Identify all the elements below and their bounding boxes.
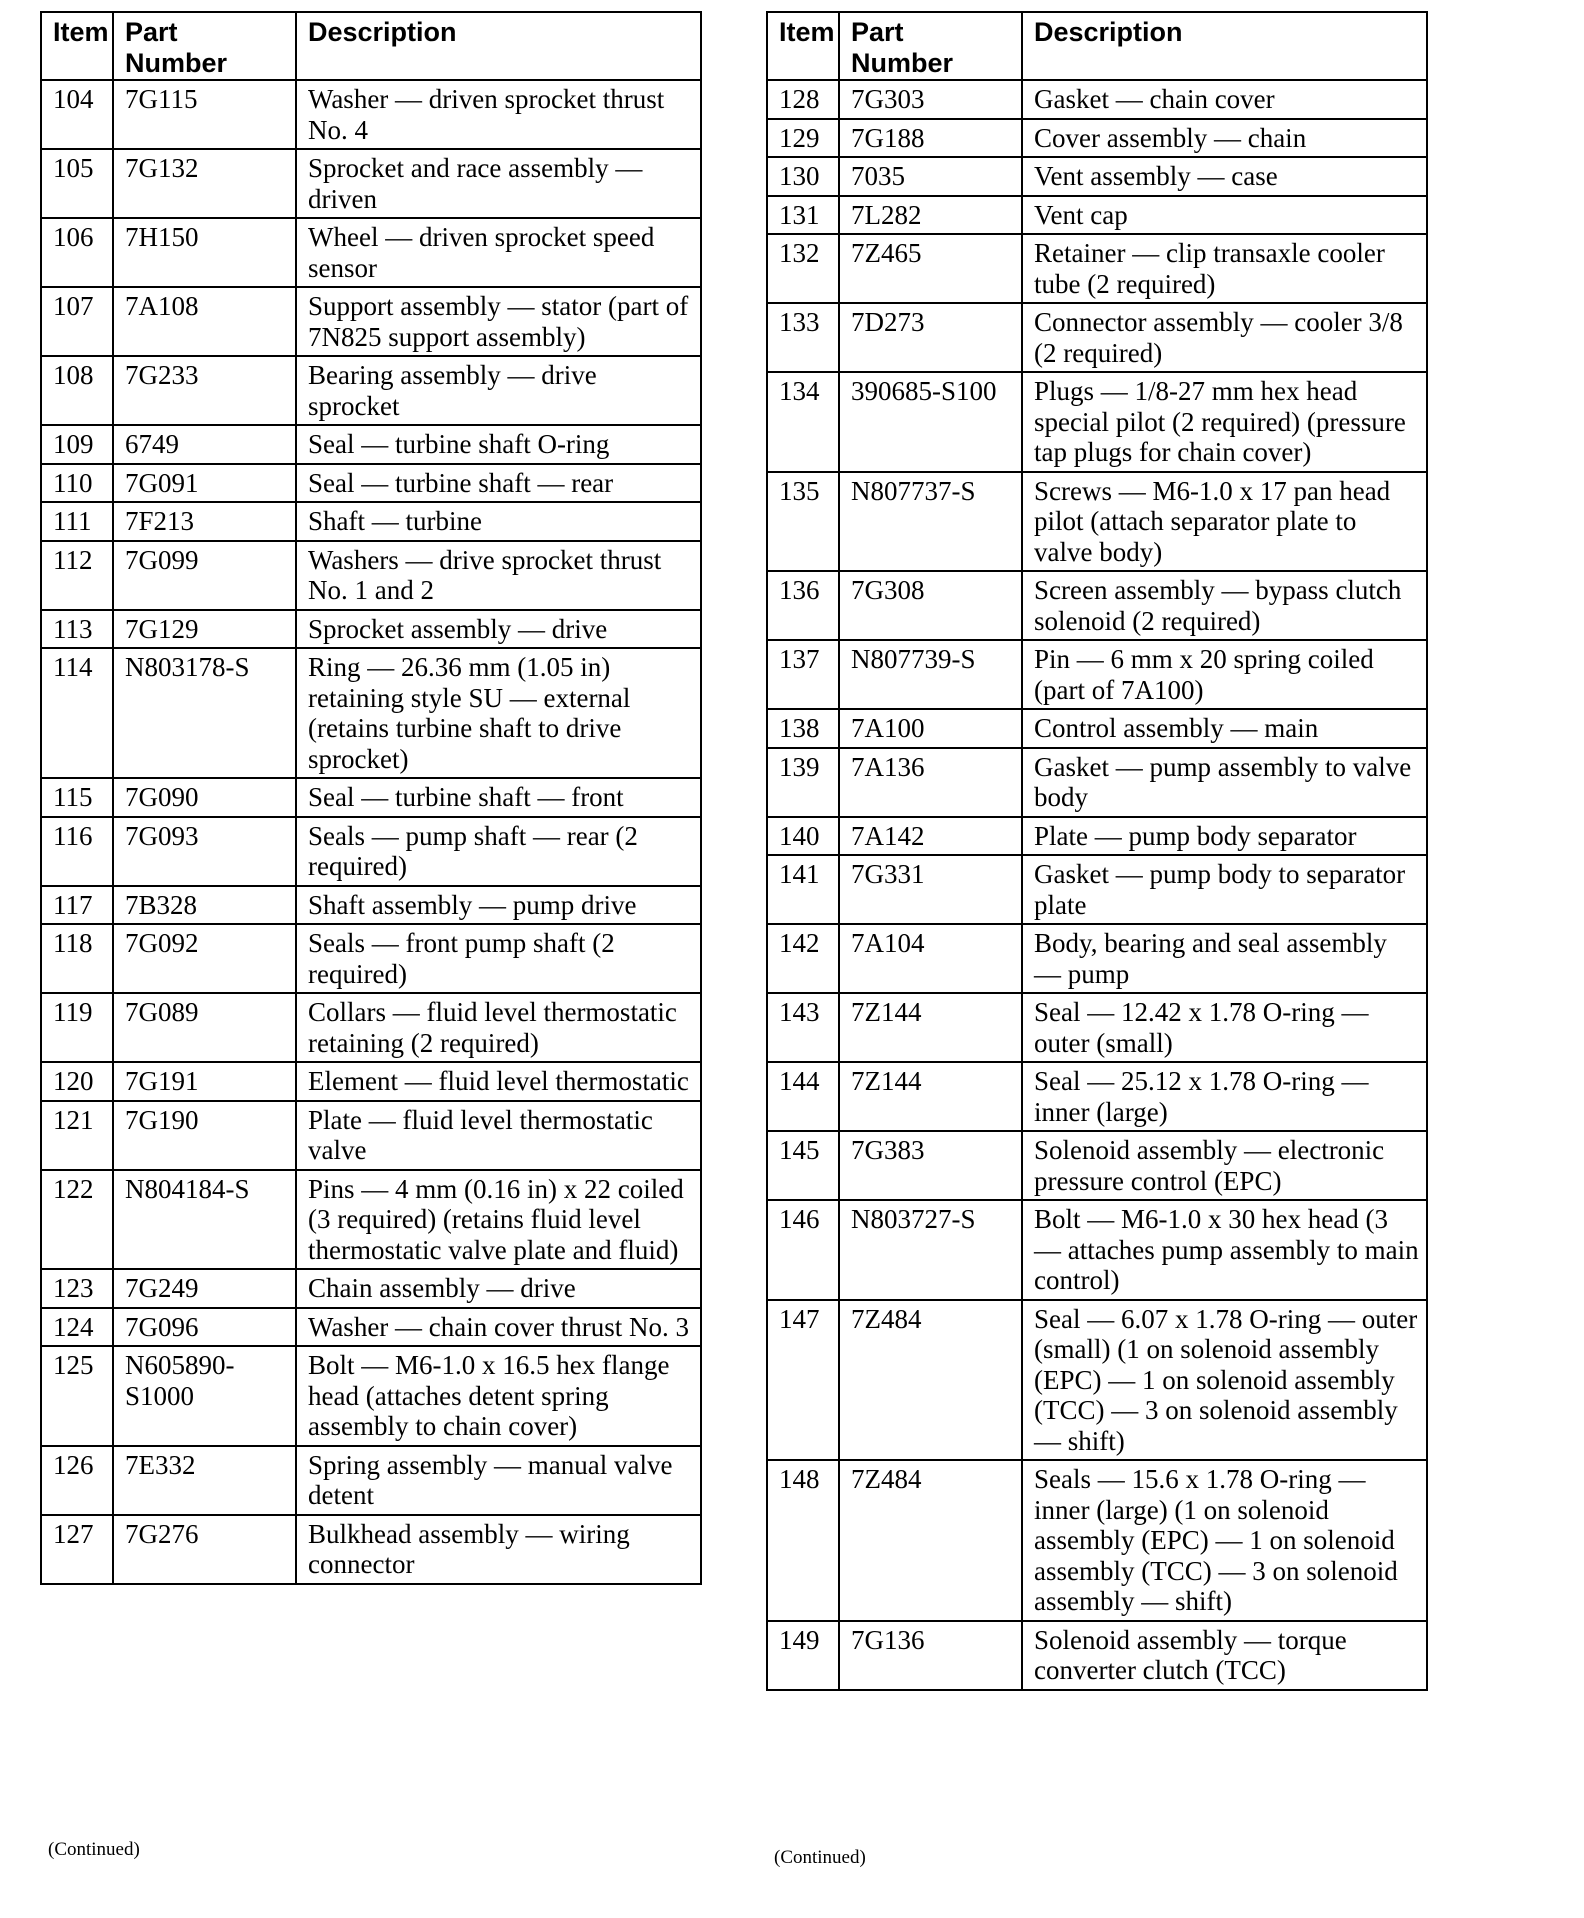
cell-description: Wheel — driven sprocket speed sensor	[296, 218, 701, 287]
cell-item: 109	[41, 425, 113, 464]
table-row	[767, 372, 1427, 472]
table-row	[767, 817, 1427, 856]
cell-description: Shaft assembly — pump drive	[296, 886, 701, 925]
cell-part-number: 7A142	[839, 817, 1022, 856]
cell-part-number: N804184-S	[113, 1170, 296, 1270]
cell-description: Seal — 25.12 x 1.78 O-ring — inner (large)	[1022, 1062, 1427, 1131]
table-row	[767, 472, 1427, 572]
cell-item: 126	[41, 1446, 113, 1515]
cell-description: Gasket — chain cover	[1022, 80, 1427, 119]
table-row	[767, 855, 1427, 924]
cell-item: 124	[41, 1308, 113, 1347]
table-row	[767, 1300, 1427, 1461]
table-row	[41, 1062, 701, 1101]
cell-part-number: 7G093	[113, 817, 296, 886]
column-header-description: Description	[1022, 12, 1427, 80]
table-row	[41, 817, 701, 886]
column-header-part-number: Part Number	[113, 12, 296, 80]
cell-part-number: 7G249	[113, 1269, 296, 1308]
cell-description: Seal — turbine shaft — rear	[296, 464, 701, 503]
cell-part-number: 7G129	[113, 610, 296, 649]
continued-note-left: (Continued)	[48, 1839, 140, 1860]
table-row	[767, 303, 1427, 372]
cell-item: 135	[767, 472, 839, 572]
cell-part-number: N605890-S1000	[113, 1346, 296, 1446]
column-header-description: Description	[296, 12, 701, 80]
cell-item: 108	[41, 356, 113, 425]
cell-description: Body, bearing and seal assembly — pump	[1022, 924, 1427, 993]
cell-description: Seal — 12.42 x 1.78 O-ring — outer (small)	[1022, 993, 1427, 1062]
table-body-right	[767, 80, 1427, 1690]
cell-item: 110	[41, 464, 113, 503]
cell-item: 111	[41, 502, 113, 541]
table-row	[41, 610, 701, 649]
table-row	[41, 1269, 701, 1308]
cell-description: Shaft — turbine	[296, 502, 701, 541]
table-row	[767, 571, 1427, 640]
cell-item: 140	[767, 817, 839, 856]
cell-part-number: 7Z484	[839, 1460, 1022, 1621]
cell-description: Screws — M6-1.0 x 17 pan head pilot (attach separator plate to valve body)	[1022, 472, 1427, 572]
cell-part-number: 7B328	[113, 886, 296, 925]
cell-part-number: 7G099	[113, 541, 296, 610]
cell-item: 136	[767, 571, 839, 640]
cell-item: 128	[767, 80, 839, 119]
cell-part-number: 7G190	[113, 1101, 296, 1170]
cell-item: 119	[41, 993, 113, 1062]
table-row	[41, 1346, 701, 1446]
cell-part-number: 7D273	[839, 303, 1022, 372]
cell-item: 138	[767, 709, 839, 748]
cell-item: 129	[767, 119, 839, 158]
cell-item: 120	[41, 1062, 113, 1101]
cell-part-number: 7G090	[113, 778, 296, 817]
table-row	[767, 119, 1427, 158]
table-row	[41, 1170, 701, 1270]
cell-description: Seals — pump shaft — rear (2 required)	[296, 817, 701, 886]
cell-part-number: 7G188	[839, 119, 1022, 158]
table-row	[767, 748, 1427, 817]
table-row	[767, 1621, 1427, 1690]
cell-item: 133	[767, 303, 839, 372]
table-row	[41, 778, 701, 817]
cell-part-number: 7F213	[113, 502, 296, 541]
cell-item: 125	[41, 1346, 113, 1446]
table-header-row	[767, 12, 1427, 80]
table-row	[41, 425, 701, 464]
cell-description: Bolt — M6-1.0 x 30 hex head (3 — attaches pump assembly to main control)	[1022, 1200, 1427, 1300]
table-row	[41, 80, 701, 149]
cell-part-number: N803178-S	[113, 648, 296, 778]
cell-part-number: N807737-S	[839, 472, 1022, 572]
cell-part-number: 7G233	[113, 356, 296, 425]
table-row	[41, 149, 701, 218]
cell-description: Pins — 4 mm (0.16 in) x 22 coiled (3 required) (retains fluid level thermostatic valve plate and fluid)	[296, 1170, 701, 1270]
table-row	[41, 502, 701, 541]
cell-part-number: 7G115	[113, 80, 296, 149]
cell-item: 105	[41, 149, 113, 218]
table-row	[767, 924, 1427, 993]
cell-item: 115	[41, 778, 113, 817]
cell-part-number: 7G092	[113, 924, 296, 993]
cell-description: Washer — driven sprocket thrust No. 4	[296, 80, 701, 149]
cell-description: Gasket — pump body to separator plate	[1022, 855, 1427, 924]
cell-description: Gasket — pump assembly to valve body	[1022, 748, 1427, 817]
cell-part-number: 7G136	[839, 1621, 1022, 1690]
cell-part-number: 7G096	[113, 1308, 296, 1347]
cell-item: 134	[767, 372, 839, 472]
cell-part-number: 7G303	[839, 80, 1022, 119]
cell-part-number: 7Z484	[839, 1300, 1022, 1461]
cell-part-number: 7G276	[113, 1515, 296, 1584]
cell-item: 142	[767, 924, 839, 993]
cell-description: Seal — 6.07 x 1.78 O-ring — outer (small) (1 on solenoid assembly (EPC) — 1 on solenoid assembly (TCC) — 3 on solenoid assembly — shift)	[1022, 1300, 1427, 1461]
cell-item: 112	[41, 541, 113, 610]
cell-description: Connector assembly — cooler 3/8 (2 required)	[1022, 303, 1427, 372]
table-row	[41, 1308, 701, 1347]
cell-item: 146	[767, 1200, 839, 1300]
cell-item: 130	[767, 157, 839, 196]
cell-part-number: 7E332	[113, 1446, 296, 1515]
cell-description: Seal — turbine shaft — front	[296, 778, 701, 817]
cell-description: Vent cap	[1022, 196, 1427, 235]
cell-part-number: 7G132	[113, 149, 296, 218]
cell-description: Sprocket and race assembly — driven	[296, 149, 701, 218]
cell-item: 139	[767, 748, 839, 817]
cell-description: Bolt — M6-1.0 x 16.5 hex flange head (attaches detent spring assembly to chain cover)	[296, 1346, 701, 1446]
cell-item: 122	[41, 1170, 113, 1270]
cell-description: Support assembly — stator (part of 7N825 support assembly)	[296, 287, 701, 356]
cell-item: 137	[767, 640, 839, 709]
cell-part-number: 7G191	[113, 1062, 296, 1101]
cell-item: 132	[767, 234, 839, 303]
cell-item: 131	[767, 196, 839, 235]
table-row	[41, 1446, 701, 1515]
cell-description: Seals — front pump shaft (2 required)	[296, 924, 701, 993]
cell-description: Bearing assembly — drive sprocket	[296, 356, 701, 425]
cell-description: Retainer — clip transaxle cooler tube (2 required)	[1022, 234, 1427, 303]
cell-item: 121	[41, 1101, 113, 1170]
continued-note-right: (Continued)	[774, 1847, 866, 1868]
cell-item: 143	[767, 993, 839, 1062]
cell-item: 107	[41, 287, 113, 356]
table-row	[767, 1200, 1427, 1300]
table-row	[41, 993, 701, 1062]
cell-item: 114	[41, 648, 113, 778]
table-row	[41, 218, 701, 287]
cell-item: 127	[41, 1515, 113, 1584]
table-row	[41, 924, 701, 993]
table-row	[41, 287, 701, 356]
cell-description: Seals — 15.6 x 1.78 O-ring — inner (large) (1 on solenoid assembly (EPC) — 1 on solenoid assembly (TCC) — 3 on solenoid assembly — shift)	[1022, 1460, 1427, 1621]
table-row	[767, 234, 1427, 303]
cell-part-number: 7G308	[839, 571, 1022, 640]
cell-item: 113	[41, 610, 113, 649]
cell-item: 118	[41, 924, 113, 993]
cell-description: Plate — pump body separator	[1022, 817, 1427, 856]
cell-item: 104	[41, 80, 113, 149]
cell-item: 116	[41, 817, 113, 886]
cell-part-number: 7Z144	[839, 1062, 1022, 1131]
table-row	[41, 1515, 701, 1584]
cell-part-number: 7Z144	[839, 993, 1022, 1062]
table-body-left	[41, 80, 701, 1584]
table-row	[41, 541, 701, 610]
cell-description: Vent assembly — case	[1022, 157, 1427, 196]
cell-part-number: 7Z465	[839, 234, 1022, 303]
column-header-item: Item	[767, 12, 839, 80]
cell-part-number: 7035	[839, 157, 1022, 196]
cell-part-number: N803727-S	[839, 1200, 1022, 1300]
cell-description: Screen assembly — bypass clutch solenoid (2 required)	[1022, 571, 1427, 640]
table-row	[41, 648, 701, 778]
cell-item: 106	[41, 218, 113, 287]
cell-description: Plate — fluid level thermostatic valve	[296, 1101, 701, 1170]
table-row	[767, 709, 1427, 748]
table-row	[767, 1460, 1427, 1621]
table-row	[767, 80, 1427, 119]
table-row	[767, 1062, 1427, 1131]
cell-description: Plugs — 1/8-27 mm hex head special pilot (2 required) (pressure tap plugs for chain cover)	[1022, 372, 1427, 472]
cell-part-number: 7L282	[839, 196, 1022, 235]
cell-description: Ring — 26.36 mm (1.05 in) retaining style SU — external (retains turbine shaft to drive sprocket)	[296, 648, 701, 778]
cell-part-number: 6749	[113, 425, 296, 464]
cell-part-number: 7G331	[839, 855, 1022, 924]
cell-description: Element — fluid level thermostatic	[296, 1062, 701, 1101]
table-row	[41, 886, 701, 925]
cell-description: Sprocket assembly — drive	[296, 610, 701, 649]
cell-item: 149	[767, 1621, 839, 1690]
cell-item: 123	[41, 1269, 113, 1308]
cell-part-number: 7H150	[113, 218, 296, 287]
cell-item: 147	[767, 1300, 839, 1461]
cell-part-number: 7A108	[113, 287, 296, 356]
table-row	[767, 640, 1427, 709]
parts-table-right	[766, 11, 1428, 1691]
cell-item: 144	[767, 1062, 839, 1131]
cell-description: Cover assembly — chain	[1022, 119, 1427, 158]
cell-part-number: 7G383	[839, 1131, 1022, 1200]
cell-part-number: 7G091	[113, 464, 296, 503]
table-row	[767, 993, 1427, 1062]
cell-description: Solenoid assembly — electronic pressure control (EPC)	[1022, 1131, 1427, 1200]
table-row	[767, 1131, 1427, 1200]
cell-item: 145	[767, 1131, 839, 1200]
cell-description: Washer — chain cover thrust No. 3	[296, 1308, 701, 1347]
cell-description: Seal — turbine shaft O-ring	[296, 425, 701, 464]
table-header-row	[41, 12, 701, 80]
cell-item: 141	[767, 855, 839, 924]
cell-description: Pin — 6 mm x 20 spring coiled (part of 7A100)	[1022, 640, 1427, 709]
cell-description: Solenoid assembly — torque converter clutch (TCC)	[1022, 1621, 1427, 1690]
cell-description: Spring assembly — manual valve detent	[296, 1446, 701, 1515]
table-row	[767, 196, 1427, 235]
column-header-part-number: Part Number	[839, 12, 1022, 80]
cell-part-number: 390685-S100	[839, 372, 1022, 472]
cell-description: Chain assembly — drive	[296, 1269, 701, 1308]
cell-description: Bulkhead assembly — wiring connector	[296, 1515, 701, 1584]
cell-item: 148	[767, 1460, 839, 1621]
cell-part-number: N807739-S	[839, 640, 1022, 709]
cell-description: Control assembly — main	[1022, 709, 1427, 748]
table-row	[41, 356, 701, 425]
cell-part-number: 7A100	[839, 709, 1022, 748]
parts-table-left	[40, 11, 702, 1585]
cell-description: Collars — fluid level thermostatic retaining (2 required)	[296, 993, 701, 1062]
cell-part-number: 7A136	[839, 748, 1022, 817]
column-header-item: Item	[41, 12, 113, 80]
cell-item: 117	[41, 886, 113, 925]
table-row	[767, 157, 1427, 196]
cell-part-number: 7G089	[113, 993, 296, 1062]
table-row	[41, 464, 701, 503]
cell-description: Washers — drive sprocket thrust No. 1 and 2	[296, 541, 701, 610]
table-row	[41, 1101, 701, 1170]
cell-part-number: 7A104	[839, 924, 1022, 993]
